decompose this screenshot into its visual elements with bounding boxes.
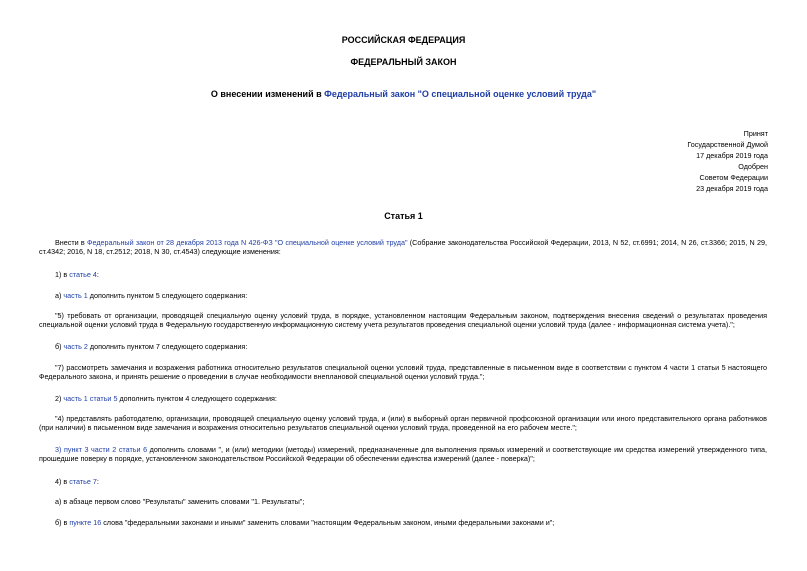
article-link[interactable]: статье 7 [69,477,97,486]
adoption-line: 17 декабря 2019 года [696,151,768,160]
paragraph: "5) требовать от организации, проводящей специальную оценку условий труда, в порядке, установленном настоящим Федеральным законом, подтверждения внесения сведений о результатах проведения специальной оценки условий труда в Федеральную государственную информационную систему учета результатов проведения специальной оценки условий труда (далее - информационная система учета)."; [39,311,767,329]
text: б) [55,342,64,351]
text: (Собрание законодательства Российской Федерации, 2013, N 52, ст.6991; 2014, N 26, ст.3366; 2015, N 29, ст.4342; 2016, N 18, ст.2512; 2018, N 30, ст.4543) следующие изменения: [39,238,767,256]
part-link[interactable]: часть 1 [63,291,88,300]
clause-link[interactable]: пункте 16 [69,518,102,527]
text: слова "федеральными законами и иными" заменить словами "настоящим Федеральным законом, иными федеральными законами и"; [101,518,555,527]
paragraph [39,270,767,279]
paragraph [39,342,767,351]
paragraph [39,291,767,300]
text: дополнить пунктом 5 следующего содержания: [87,291,248,300]
text: б) в [55,518,70,527]
paragraph: а) в абзаце первом слово "Результаты" заменить словами "1. Результаты"; [55,497,305,506]
text: : [96,477,99,486]
text: 4) в [55,477,70,486]
adoption-line: Одобрен [738,162,768,171]
adoption-line: Государственной Думой [687,140,768,149]
law-title-prefix: О внесении изменений в [210,89,325,99]
paragraph: "4) представлять работодателю, организации, проводящей специальную оценку условий труда, и (или) в выборный орган первичной профсоюзной организации или иного представительного органа работников (при наличии) в письменном виде замечания и возражения относительно результатов специальной оценки условий труда, проведенной на его рабочем месте."; [39,414,767,432]
clause-link[interactable]: 3) пункт 3 части 2 статьи 6 [55,445,148,454]
paragraph [39,477,767,486]
law-title [0,89,807,100]
text: а) [55,291,64,300]
part-link[interactable]: часть 2 [63,342,88,351]
law-type-heading: ФЕДЕРАЛЬНЫЙ ЗАКОН [350,57,457,67]
law-title-link[interactable]: Федеральный закон "О специальной оценке условий труда" [324,89,597,99]
text: дополнить пунктом 4 следующего содержания: [117,394,277,403]
text: 1) в [55,270,70,279]
text: дополнить словами ", и (или) методики (методы) измерений, предназначенные для выполнения прямых измерений и соответствующие им средства измерений утвержденного типа, прошедшие поверку в порядке, установленном законодательством Российской Федерации об обеспечении единства измерений (далее - поверка)"; [39,445,767,463]
paragraph [39,445,767,463]
text: дополнить пунктом 7 следующего содержания: [87,342,248,351]
article-heading: Статья 1 [384,211,423,221]
text: : [96,270,99,279]
article-link[interactable]: статье 4 [69,270,97,279]
text: Внести в [55,238,88,247]
paragraph [39,394,767,403]
law-link[interactable]: Федеральный закон от 28 декабря 2013 года N 426-ФЗ "О специальной оценке условий труда" [87,238,408,247]
text: 2) [55,394,64,403]
adoption-line: Принят [743,129,768,138]
adoption-block [687,128,768,194]
paragraph [39,238,767,256]
paragraph: "7) рассмотреть замечания и возражения работника относительно результатов специальной оценки условий труда, представленные в письменном виде в соответствии с пунктом 4 части 1 статьи 5 настоящего Федерального закона, и принять решение о проведении в случае необходимости внеплановой специальной оценки условий труда."; [39,363,767,381]
country-heading: РОССИЙСКАЯ ФЕДЕРАЦИЯ [341,35,466,45]
adoption-line: 23 декабря 2019 года [696,184,768,193]
paragraph [39,518,767,527]
adoption-line: Советом Федерации [699,173,768,182]
part-link[interactable]: часть 1 статьи 5 [63,394,118,403]
